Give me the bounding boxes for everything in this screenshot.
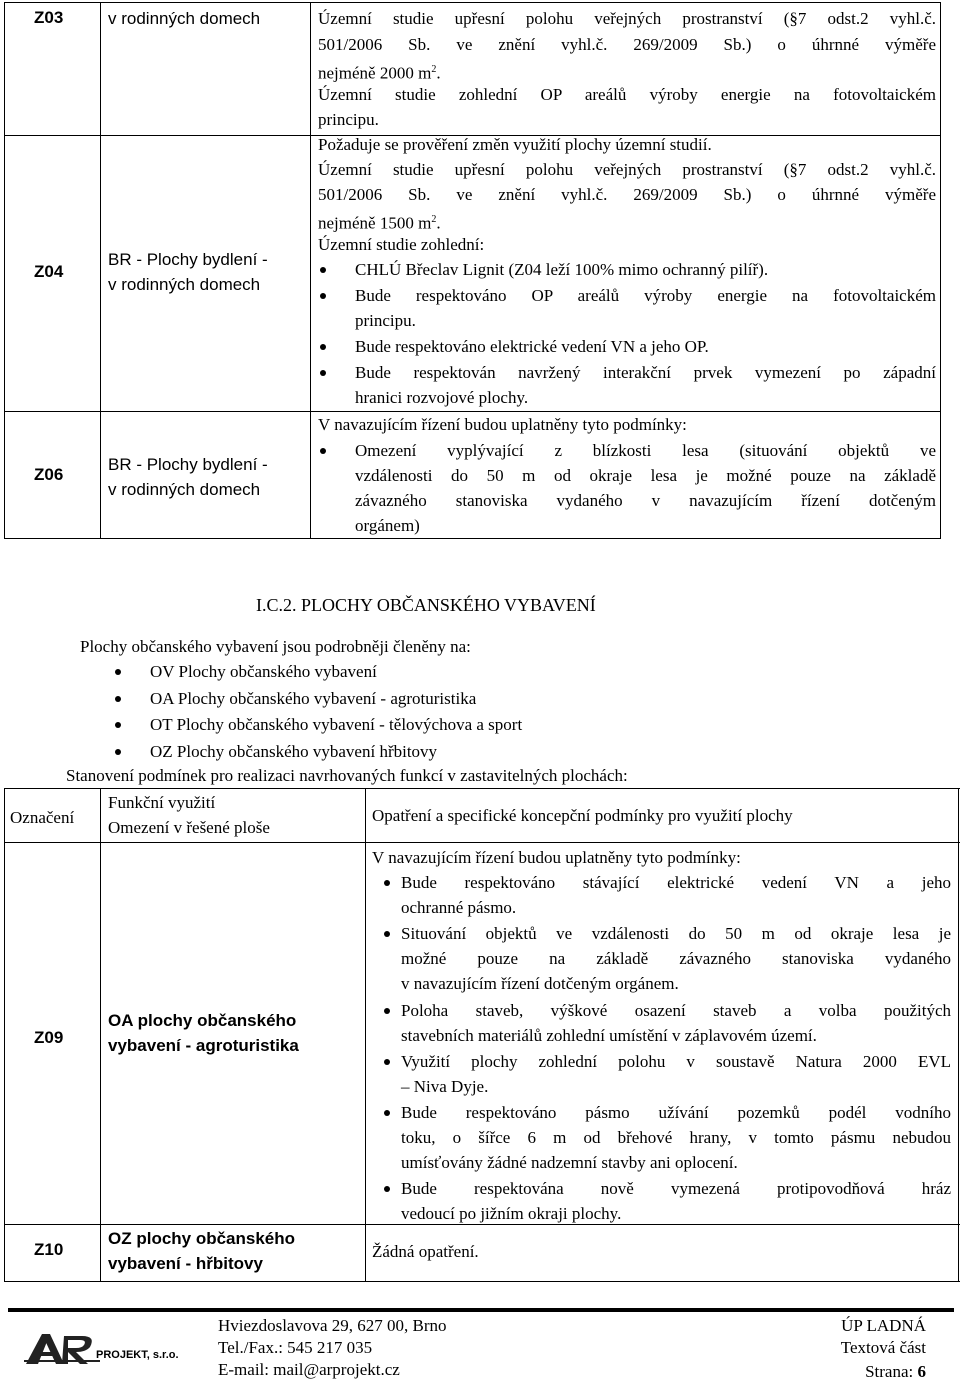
row-use-z04-2: v rodinných domech	[108, 275, 261, 294]
row-use-z09-2: vybavení - agroturistika	[108, 1036, 299, 1055]
z03-line-2: 501/2006 Sb. ve znění vyhl.č. 269/2009 Sb.) o úhrnné výměře	[318, 35, 936, 54]
footer-rule	[8, 1308, 954, 1312]
z09-b5-l1: Bude respektováno pásmo užívání pozemků podél vodního	[401, 1103, 951, 1122]
table1-col-divider-2	[310, 2, 311, 539]
z06-line-1: V navazujícím řízení budou uplatněny tyto podmínky:	[318, 415, 687, 434]
z04-bullet-4b: hranici rozvojové plochy.	[355, 388, 529, 407]
z09-b6-l2: vedoucí po jižním okraji plochy.	[401, 1204, 622, 1223]
header-measures: Opatření a specifické koncepční podmínky pro využití plochy	[372, 806, 793, 825]
z04-bullet-2: Bude respektováno OP areálů výroby energie na fotovoltaickém	[355, 286, 936, 305]
z04-line-4: nejméně 1500 $m^2$.	[318, 213, 441, 233]
z09-b6-l1: Bude respektována nově vymezená protipovodňová hráz	[401, 1179, 951, 1198]
table2-top-border	[4, 788, 960, 789]
footer-page: Strana: 6	[865, 1362, 926, 1381]
row-code-z03: Z03	[34, 8, 64, 27]
z03-line-4: Územní studie zohlední OP areálů výroby energie na fotovoltaickém	[318, 85, 936, 104]
z04-line-3: 501/2006 Sb. ve znění vyhl.č. 269/2009 Sb.) o úhrnné výměře	[318, 185, 936, 204]
table2-right-border	[958, 788, 959, 1281]
row-use-z03: v rodinných domech	[108, 9, 261, 28]
table2-left-border	[4, 788, 5, 1281]
z10-measures: Žádná opatření.	[372, 1242, 479, 1261]
conditions-intro: Stanovení podmínek pro realizaci navrhovaných funkcí v zastavitelných plochách:	[66, 766, 628, 785]
z09-b2-l1: Situování objektů ve vzdálenosti do 50 m od okraje lesa je	[401, 924, 951, 943]
z04-line-1: Požaduje se prověření změn využití plochy územní studií.	[318, 135, 712, 154]
bullet-icon	[320, 293, 326, 299]
bullet-icon	[384, 1186, 390, 1192]
bullet-icon	[115, 669, 121, 675]
category-item: OA Plochy občanského vybavení - agroturistika	[150, 689, 477, 708]
bullet-icon	[320, 370, 326, 376]
z09-b2-l2: možné pouze na základě závazného stanoviska vydaného	[401, 949, 951, 968]
footer-address: Hviezdoslavova 29, 627 00, Brno	[218, 1316, 447, 1335]
z09-b3-l1: Poloha staveb, výškové osazení staveb a volba použitých	[401, 1001, 951, 1020]
bullet-icon	[115, 696, 121, 702]
company-logo	[24, 1330, 100, 1366]
section-intro: Plochy občanského vybavení jsou podrobněji členěny na:	[80, 637, 471, 656]
category-item: OV Plochy občanského vybavení	[150, 662, 377, 681]
bullet-icon	[320, 344, 326, 350]
z04-bullet-3: Bude respektováno elektrické vedení VN a jeho OP.	[355, 337, 709, 356]
table1-col-divider-1	[100, 2, 101, 539]
header-code: Označení	[10, 808, 75, 827]
row-code-z10: Z10	[34, 1240, 64, 1259]
row-code-z06: Z06	[34, 465, 64, 484]
z09-b5-l2: toku, o šířce 6 m od břehové hrany, v tomto pásmu nebudou	[401, 1128, 951, 1147]
table2-col-divider-2	[365, 788, 366, 1281]
z09-b5-l3: umísťovány žádné nadzemní stavby ani oplocení.	[401, 1153, 738, 1172]
footer-part: Textová část	[840, 1338, 926, 1357]
z09-b4-l2: – Niva Dyje.	[401, 1077, 489, 1096]
table2-header-divider	[4, 842, 960, 843]
z03-line-3: nejméně 2000 $m^2$.	[318, 63, 441, 83]
bullet-icon	[384, 1110, 390, 1116]
bullet-icon	[384, 880, 390, 886]
footer-phone: Tel./Fax.: 545 217 035	[218, 1338, 373, 1357]
z04-bullet-4: Bude respektován navržený interakční prvek vymezení po západní	[355, 363, 936, 382]
table2-col-divider-1	[100, 788, 101, 1281]
page-number: 6	[917, 1362, 926, 1381]
footer-project: ÚP LADNÁ	[841, 1316, 926, 1335]
row-use-z06-2: v rodinných domech	[108, 480, 261, 499]
header-use: Funkční využití	[108, 793, 216, 812]
z06-bullet-1: Omezení vyplývající z blízkosti lesa (situování objektů ve	[355, 441, 936, 460]
bullet-icon	[384, 1008, 390, 1014]
z04-line-2: Územní studie upřesní polohu veřejných prostranství (§7 odst.2 vyhl.č.	[318, 160, 936, 179]
logo-text: PROJEKT, s.r.o.	[96, 1349, 179, 1361]
z09-b2-l3: v navazujícím řízení dotčeným orgánem.	[401, 974, 679, 993]
bullet-icon	[115, 749, 121, 755]
row-use-z10-2: vybavení - hřbitovy	[108, 1254, 263, 1273]
z06-bullet-1b: vzdálenosti do 50 m od okraje lesa je možné pouze na základě	[355, 466, 936, 485]
row-code-z04: Z04	[34, 262, 64, 281]
z09-b4-l1: Využití plochy zohlední polohu v soustavě Natura 2000 EVL	[401, 1052, 951, 1071]
bullet-icon	[384, 1059, 390, 1065]
row-use-z06-1: BR - Plochy bydlení -	[108, 455, 268, 474]
bullet-icon	[320, 267, 326, 273]
z04-bullet-2b: principu.	[355, 311, 416, 330]
z09-b1-l2: ochranné pásmo.	[401, 898, 517, 917]
category-item: OZ Plochy občanského vybavení hřbitovy	[150, 742, 438, 761]
ar-logo-icon	[24, 1330, 100, 1366]
section-heading: I.C.2. PLOCHY OBČANSKÉHO VYBAVENÍ	[256, 595, 596, 615]
z09-b1-l1: Bude respektováno stávající elektrické vedení VN a jeho	[401, 873, 951, 892]
z09-b3-l2: stavebních materiálů zohlední umístění v záplavovém území.	[401, 1026, 817, 1045]
z06-bullet-1c: závazného stanoviska vydaného v navazujícím řízení dotčeným	[355, 491, 936, 510]
z09-intro: V navazujícím řízení budou uplatněny tyto podmínky:	[372, 848, 741, 867]
footer-email[interactable]: E-mail: mail@arprojekt.cz	[218, 1360, 400, 1379]
row-use-z10-1: OZ plochy občanského	[108, 1229, 296, 1248]
bullet-icon	[384, 931, 390, 937]
z06-bullet-1d: orgánem)	[355, 516, 420, 535]
row-use-z04-1: BR - Plochy bydlení -	[108, 250, 268, 269]
bullet-icon	[320, 448, 326, 454]
header-limit: Omezení v řešené ploše	[108, 818, 270, 837]
z03-line-5: principu.	[318, 110, 379, 129]
z04-bullet-1: CHLÚ Břeclav Lignit (Z04 leží 100% mimo ochranný pilíř).	[355, 260, 769, 279]
row-code-z09: Z09	[34, 1028, 64, 1047]
category-item: OT Plochy občanského vybavení - tělovýchova a sport	[150, 715, 523, 734]
row-use-z09-1: OA plochy občanského	[108, 1011, 297, 1030]
z04-line-5: Územní studie zohlední:	[318, 235, 485, 254]
table2-bottom-border	[4, 1281, 960, 1282]
bullet-icon	[115, 722, 121, 728]
z03-line-1: Územní studie upřesní polohu veřejných prostranství (§7 odst.2 vyhl.č.	[318, 9, 936, 28]
